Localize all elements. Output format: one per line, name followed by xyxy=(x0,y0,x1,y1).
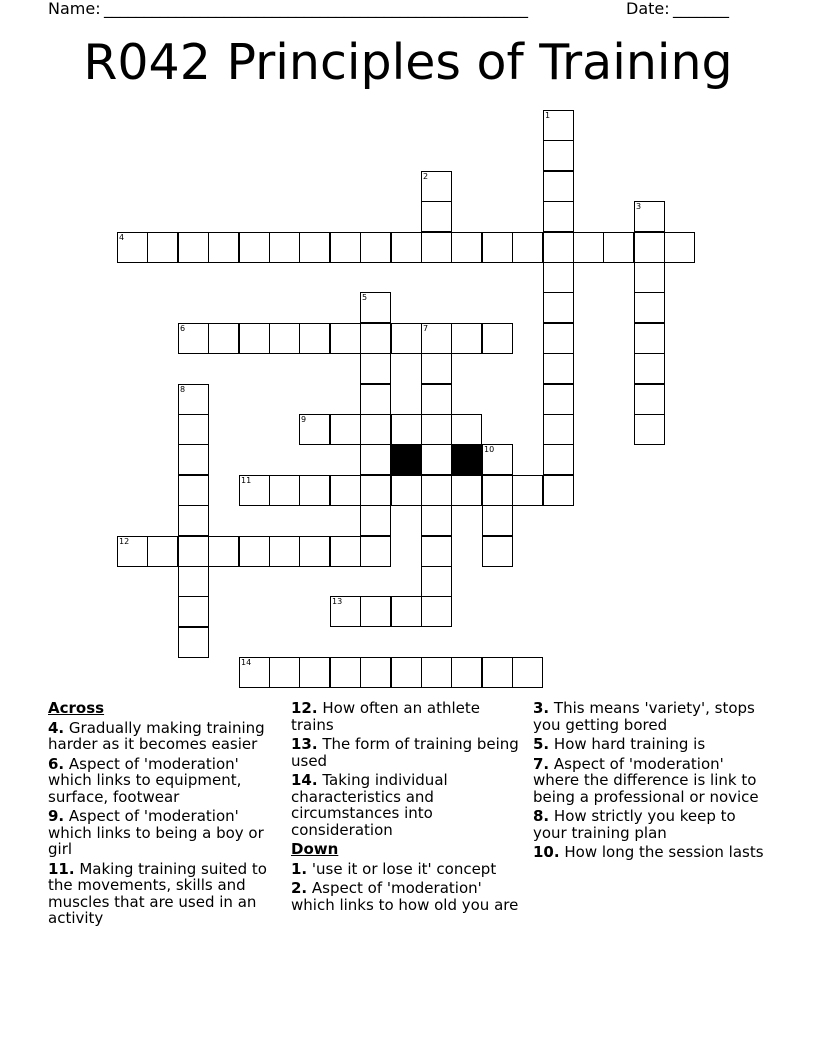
crossword-cell[interactable] xyxy=(208,232,239,263)
crossword-cell[interactable] xyxy=(421,657,452,688)
crossword-cell[interactable] xyxy=(543,171,574,202)
crossword-cell[interactable] xyxy=(451,232,482,263)
crossword-cell[interactable] xyxy=(543,384,574,415)
crossword-cell[interactable] xyxy=(482,657,513,688)
clue-down-8 xyxy=(533,808,773,841)
crossword-cell[interactable] xyxy=(543,110,574,141)
crossword-cell[interactable] xyxy=(391,323,422,354)
crossword-cell[interactable] xyxy=(421,596,452,627)
crossword-cell[interactable] xyxy=(178,384,209,415)
clue-text: Aspect of 'moderation' where the difference is link to being a professional or novice xyxy=(533,754,759,806)
crossword-cell[interactable] xyxy=(330,596,361,627)
clue-across-6 xyxy=(48,756,280,806)
crossword-cell[interactable] xyxy=(634,384,665,415)
crossword-cell[interactable] xyxy=(421,384,452,415)
clue-down-7 xyxy=(533,756,773,806)
crossword-cell[interactable] xyxy=(451,475,482,506)
crossword-cell[interactable] xyxy=(451,657,482,688)
crossword-cell[interactable] xyxy=(543,232,574,263)
clue-number: 12. xyxy=(291,699,318,717)
clue-text: Aspect of 'moderation' which links to being a boy or girl xyxy=(48,807,264,858)
crossword-cell[interactable] xyxy=(360,384,391,415)
crossword-cell[interactable] xyxy=(360,475,391,506)
crossword-cell[interactable] xyxy=(117,232,148,263)
cell-number: 14 xyxy=(241,658,252,667)
crossword-cell[interactable] xyxy=(360,323,391,354)
crossword-cell[interactable] xyxy=(634,323,665,354)
crossword-cell[interactable] xyxy=(299,232,330,263)
crossword-cell[interactable] xyxy=(330,323,361,354)
crossword-cell[interactable] xyxy=(330,536,361,567)
crossword-cell[interactable] xyxy=(421,414,452,445)
crossword-cell[interactable] xyxy=(451,323,482,354)
crossword-cell[interactable] xyxy=(634,414,665,445)
clue-text: This means 'variety', stops you getting bored xyxy=(533,699,755,734)
clue-number: 6. xyxy=(48,754,65,773)
clue-across-13 xyxy=(291,736,523,769)
crossword-cell[interactable] xyxy=(330,414,361,445)
crossword-cell[interactable] xyxy=(299,323,330,354)
clue-down-3 xyxy=(533,700,773,733)
crossword-cell[interactable] xyxy=(391,475,422,506)
cell-number: 13 xyxy=(332,597,343,606)
crossword-cell[interactable] xyxy=(512,475,543,506)
crossword-cell[interactable] xyxy=(360,232,391,263)
crossword-cell[interactable] xyxy=(603,232,634,263)
crossword-cell[interactable] xyxy=(543,475,574,506)
crossword-cell[interactable] xyxy=(178,566,209,597)
crossword-cell[interactable] xyxy=(178,444,209,475)
crossword-cell[interactable] xyxy=(178,232,209,263)
cell-number: 4 xyxy=(119,233,125,242)
clue-number: 3. xyxy=(533,699,550,717)
crossword-cell[interactable] xyxy=(239,323,270,354)
clue-down-10 xyxy=(533,844,773,861)
crossword-cell[interactable] xyxy=(543,414,574,445)
crossword-cell[interactable] xyxy=(178,475,209,506)
crossword-cell[interactable] xyxy=(360,414,391,445)
crossword-cell[interactable] xyxy=(391,414,422,445)
crossword-cell[interactable] xyxy=(239,536,270,567)
blocked-cell xyxy=(451,444,482,475)
crossword-cell[interactable] xyxy=(178,596,209,627)
cell-number: 6 xyxy=(180,324,186,333)
crossword-cell[interactable] xyxy=(360,596,391,627)
crossword-cell[interactable] xyxy=(360,353,391,384)
crossword-cell[interactable] xyxy=(178,627,209,658)
clues-section xyxy=(0,700,816,1000)
crossword-cell[interactable] xyxy=(360,505,391,536)
crossword-cell[interactable] xyxy=(391,596,422,627)
crossword-cell[interactable] xyxy=(178,323,209,354)
crossword-cell[interactable] xyxy=(482,444,513,475)
crossword-cell[interactable] xyxy=(299,475,330,506)
crossword-cell[interactable] xyxy=(573,232,604,263)
crossword-cell[interactable] xyxy=(421,323,452,354)
crossword-cell[interactable] xyxy=(269,323,300,354)
clue-text: Making training suited to the movements, skills and muscles that are used in an activity xyxy=(48,859,267,927)
crossword-cell[interactable] xyxy=(421,566,452,597)
cell-number: 10 xyxy=(484,445,495,454)
crossword-cell[interactable] xyxy=(269,657,300,688)
crossword-cell[interactable] xyxy=(664,232,695,263)
clue-number: 2. xyxy=(291,879,308,897)
crossword-cell[interactable] xyxy=(391,657,422,688)
crossword-cell[interactable] xyxy=(421,353,452,384)
cell-number: 9 xyxy=(301,415,307,424)
clue-text: Taking individual characteristics and circumstances into consideration xyxy=(291,771,448,839)
crossword-cell[interactable] xyxy=(147,536,178,567)
date-line[interactable]: _______ xyxy=(673,0,729,18)
crossword-cell[interactable] xyxy=(117,536,148,567)
clue-number: 8. xyxy=(533,807,550,825)
crossword-cell[interactable] xyxy=(634,262,665,293)
crossword-cell[interactable] xyxy=(634,201,665,232)
crossword-cell[interactable] xyxy=(543,201,574,232)
crossword-cell[interactable] xyxy=(239,475,270,506)
clue-text: How often an athlete trains xyxy=(291,699,480,734)
crossword-cell[interactable] xyxy=(482,536,513,567)
crossword-cell[interactable] xyxy=(421,232,452,263)
crossword-cell[interactable] xyxy=(147,232,178,263)
crossword-cell[interactable] xyxy=(208,323,239,354)
crossword-cell[interactable] xyxy=(421,536,452,567)
clue-text: How strictly you keep to your training plan xyxy=(533,807,736,842)
crossword-cell[interactable] xyxy=(239,657,270,688)
clue-text: Gradually making training harder as it becomes easier xyxy=(48,718,265,753)
clues-column-3 xyxy=(533,700,773,864)
crossword-cell[interactable] xyxy=(178,414,209,445)
cell-number: 5 xyxy=(362,293,368,302)
crossword-cell[interactable] xyxy=(543,323,574,354)
clue-down-1 xyxy=(291,861,523,878)
crossword-cell[interactable] xyxy=(634,353,665,384)
crossword-cell[interactable] xyxy=(360,536,391,567)
crossword-cell[interactable] xyxy=(239,232,270,263)
crossword-cell[interactable] xyxy=(360,444,391,475)
crossword-cell[interactable] xyxy=(299,536,330,567)
date-label: Date: xyxy=(626,0,670,18)
clue-number: 11. xyxy=(48,859,75,878)
cell-number: 3 xyxy=(636,202,642,211)
clues-column-2 xyxy=(291,700,523,916)
crossword-cell[interactable] xyxy=(512,232,543,263)
cell-number: 12 xyxy=(119,537,130,546)
crossword-cell[interactable] xyxy=(543,292,574,323)
crossword-cell[interactable] xyxy=(330,657,361,688)
clue-across-14 xyxy=(291,772,523,838)
crossword-cell[interactable] xyxy=(634,292,665,323)
name-label: Name: xyxy=(48,0,101,18)
across-heading: Across xyxy=(48,699,105,717)
crossword-cell[interactable] xyxy=(421,505,452,536)
cell-number: 7 xyxy=(423,324,429,333)
cell-number: 2 xyxy=(423,172,429,181)
clue-text: The form of training being used xyxy=(291,735,519,770)
crossword-cell[interactable] xyxy=(299,414,330,445)
crossword-cell[interactable] xyxy=(482,505,513,536)
clue-text: Aspect of 'moderation' which links to how old you are xyxy=(291,879,519,914)
crossword-cell[interactable] xyxy=(208,536,239,567)
clue-number: 10. xyxy=(533,843,560,861)
crossword-cell[interactable] xyxy=(360,657,391,688)
crossword-cell[interactable] xyxy=(421,201,452,232)
crossword-cell[interactable] xyxy=(269,232,300,263)
crossword-cell[interactable] xyxy=(543,444,574,475)
clue-number: 9. xyxy=(48,807,65,825)
crossword-cell[interactable] xyxy=(330,475,361,506)
clue-text: How hard training is xyxy=(553,735,706,753)
crossword-cell[interactable] xyxy=(512,657,543,688)
clue-number: 7. xyxy=(533,754,550,773)
clue-number: 4. xyxy=(48,718,65,737)
crossword-cell[interactable] xyxy=(421,475,452,506)
crossword-cell[interactable] xyxy=(330,232,361,263)
crossword-cell[interactable] xyxy=(391,232,422,263)
clue-number: 5. xyxy=(533,735,550,753)
clue-number: 13. xyxy=(291,735,318,753)
crossword-cell[interactable] xyxy=(543,262,574,293)
clue-text: Aspect of 'moderation' which links to equipment, surface, footwear xyxy=(48,754,242,806)
crossword-cell[interactable] xyxy=(421,171,452,202)
page-title: R042 Principles of Training xyxy=(83,34,733,91)
name-line[interactable]: _____________________________________________________ xyxy=(104,0,528,18)
cell-number: 1 xyxy=(545,111,551,120)
crossword-cell[interactable] xyxy=(482,323,513,354)
clue-across-9 xyxy=(48,808,280,858)
clue-number: 1. xyxy=(291,859,308,878)
crossword-cell[interactable] xyxy=(421,444,452,475)
crossword-cell[interactable] xyxy=(299,657,330,688)
cell-number: 11 xyxy=(241,476,252,485)
name-date-header xyxy=(48,0,768,20)
crossword-cell[interactable] xyxy=(482,232,513,263)
crossword-cell[interactable] xyxy=(178,505,209,536)
crossword-cell[interactable] xyxy=(360,292,391,323)
crossword-cell[interactable] xyxy=(269,536,300,567)
crossword-cell[interactable] xyxy=(269,475,300,506)
blocked-cell xyxy=(391,444,422,475)
down-heading: Down xyxy=(291,840,339,858)
clue-number: 14. xyxy=(291,771,318,789)
clue-text: 'use it or lose it' concept xyxy=(311,859,497,878)
crossword-cell[interactable] xyxy=(634,232,665,263)
clue-across-12 xyxy=(291,700,523,733)
clue-text: How long the session lasts xyxy=(564,843,764,861)
clue-down-2 xyxy=(291,880,523,913)
clue-across-11 xyxy=(48,861,280,927)
crossword-cell[interactable] xyxy=(543,140,574,171)
clue-across-4 xyxy=(48,720,280,753)
clue-down-5 xyxy=(533,736,773,753)
crossword-cell[interactable] xyxy=(482,475,513,506)
crossword-cell[interactable] xyxy=(178,536,209,567)
crossword-cell[interactable] xyxy=(543,353,574,384)
cell-number: 8 xyxy=(180,385,186,394)
clues-column-1 xyxy=(48,700,280,930)
crossword-cell[interactable] xyxy=(451,414,482,445)
